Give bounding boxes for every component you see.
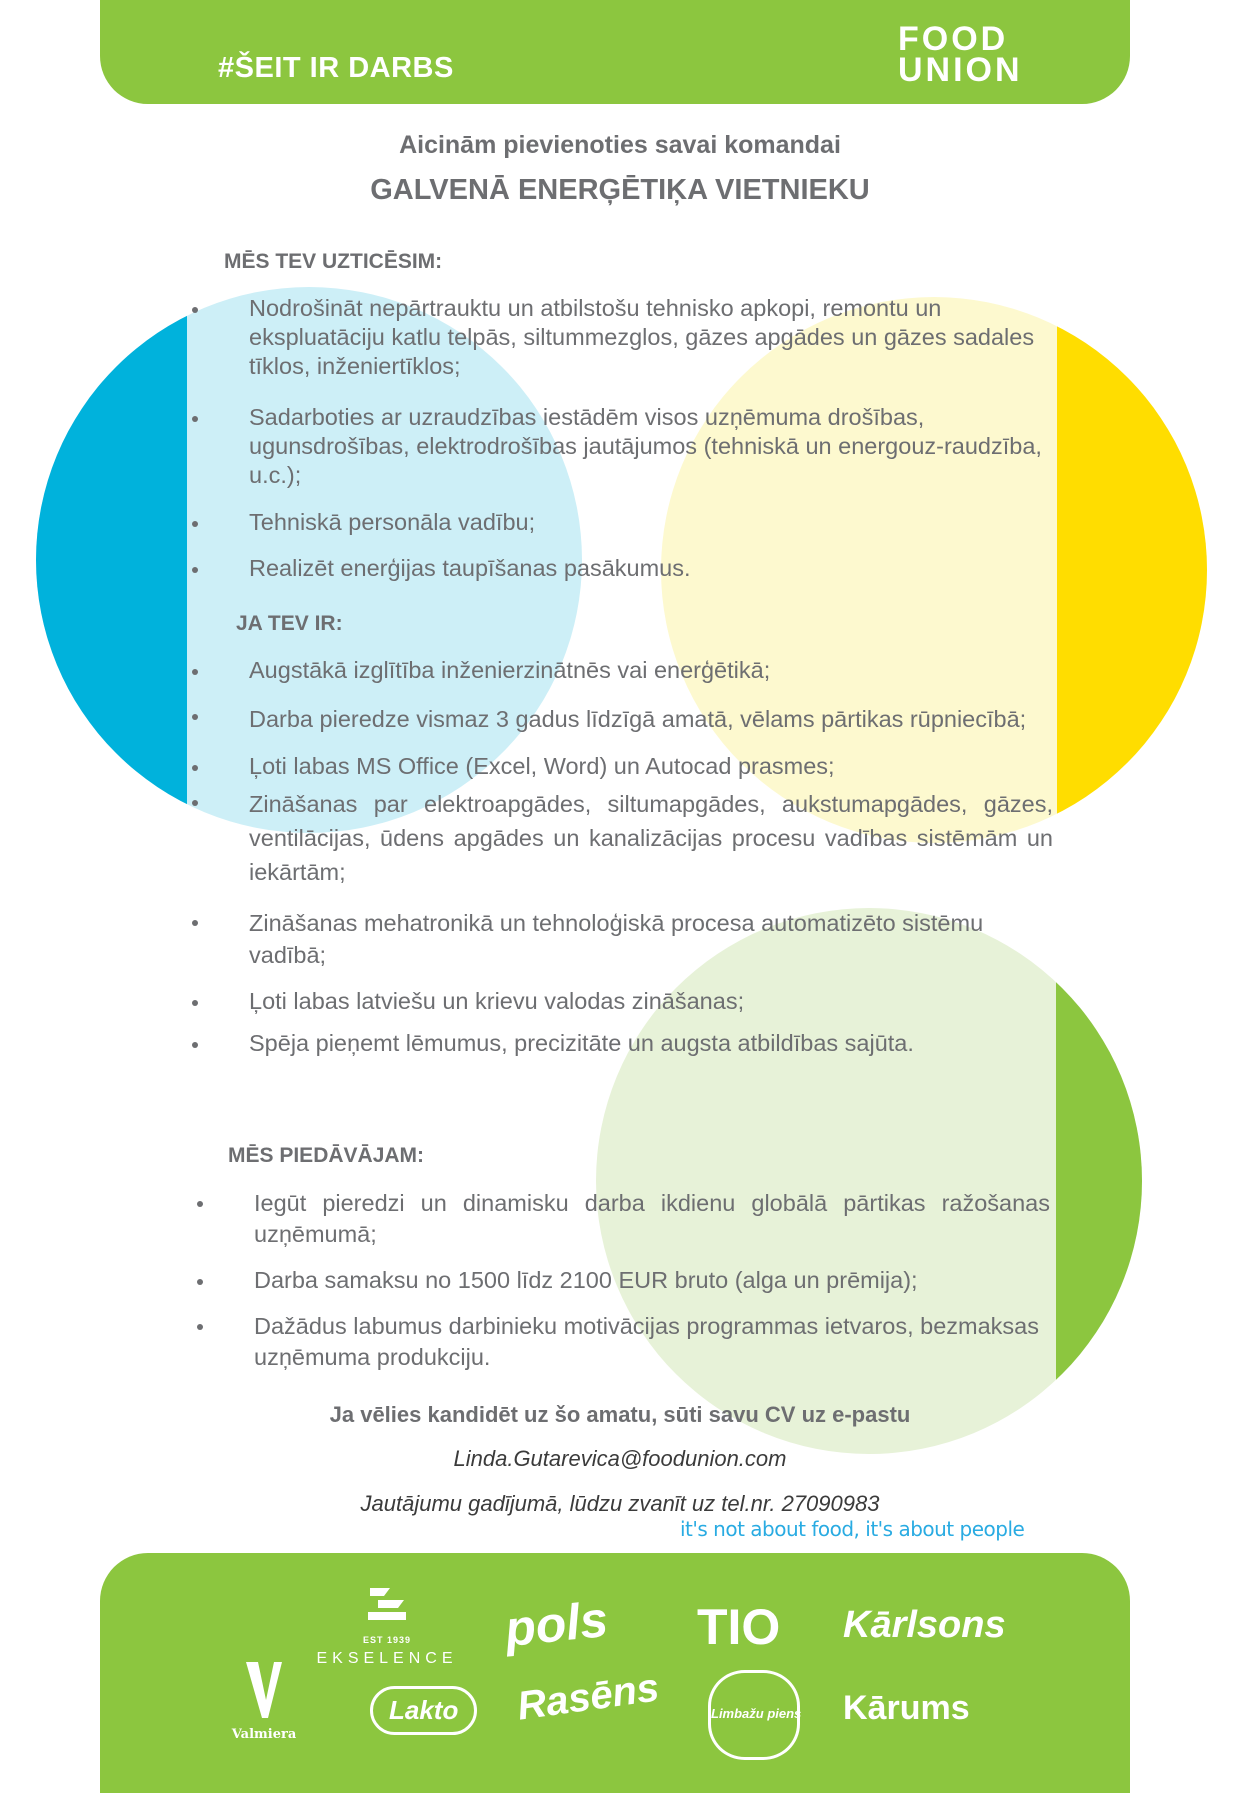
list-item: Zināšanas par elektroapgādes, siltumapgādes, aukstumapgādes, gāzes, ventilācijas, ūdens apgādes un kanalizācijas procesu vadības sistēmām un iekārtām;: [249, 787, 1053, 889]
list-item: Spēja pieņemt lēmumus, precizitāte un augsta atbildības sajūta.: [249, 1029, 1053, 1058]
list-item: Nodrošināt nepārtrauktu un atbilstošu tehnisko apkopi, remontu un ekspluatāciju katlu telpās, siltummezglos, gāzes apgādes un gāzes sadales tīklos, inženiertīklos;: [249, 294, 1053, 381]
list-item: Zināšanas mehatronikā un tehnoloģiskā procesa automatizēto sistēmu vadībā;: [249, 907, 1053, 971]
limbazu-piens-logo: [708, 1670, 800, 1760]
intro-text: Aicinām pievienoties savai komandai: [399, 131, 841, 159]
list-item: Darba pieredze vismaz 3 gadus līdzīgā amatā, vēlams pārtikas rūpniecībā;: [249, 701, 1053, 737]
ekselence-logo: [307, 1584, 467, 1668]
list-item: Iegūt pieredzi un dinamisku darba ikdienu globālā pārtikas ražošanas uzņēmumā;: [254, 1188, 1050, 1250]
list-item: Darba samaksu no 1500 līdz 2100 EUR bruto (alga un prēmija);: [254, 1266, 1050, 1295]
requirements-list: [249, 656, 1053, 1058]
logo-line-union: UNION: [898, 51, 1023, 89]
list-item: Ļoti labas MS Office (Excel, Word) un Autocad prasmes;: [249, 752, 1053, 781]
hashtag-title: #ŠEIT IR DARBS: [218, 52, 454, 84]
list-item: Ļoti labas latviešu un krievu valodas zināšanas;: [249, 987, 1053, 1016]
tio-logo: TIO: [697, 1599, 781, 1655]
list-item: Realizēt enerģijas taupīšanas pasākumus.: [249, 554, 1053, 583]
ekselence-est: EST 1939: [362, 1635, 412, 1645]
food-union-logo: [898, 20, 1023, 89]
valmiera-v-icon: [244, 1660, 284, 1720]
list-item: Dažādus labumus darbinieku motivācijas programmas ietvaros, bezmaksas uzņēmuma produkciju.: [254, 1311, 1050, 1373]
position-title: GALVENĀ ENERĢĒTIĶA VIETNIEKU: [370, 174, 870, 206]
list-item: Sadarboties ar uzraudzības iestādēm visos uzņēmuma drošības, ugunsdrošības, elektrodrošības jautājumos (tehniskā un energouz-raudzība, u.c.);: [249, 403, 1053, 490]
valmiera-logo: [222, 1660, 306, 1742]
offer-list: [254, 1188, 1050, 1373]
requirements-heading: JA TEV IR:: [236, 612, 343, 635]
contact-phone: Jautājumu gadījumā, lūdzu zvanīt uz tel.nr. 27090983: [360, 1491, 880, 1516]
pols-logo: pols: [502, 1590, 611, 1658]
duties-list: [249, 294, 1053, 583]
offer-heading: MĒS PIEDĀVĀJAM:: [228, 1144, 425, 1167]
karlsons-logo: Kārlsons: [843, 1604, 1006, 1646]
list-item: Augstākā izglītība inženierzinātnēs vai enerģētikā;: [249, 656, 1053, 685]
limbazu-name: Limbažu piens: [711, 1706, 802, 1721]
lakto-logo: Lakto: [370, 1686, 477, 1735]
valmiera-name: Valmiera: [231, 1727, 297, 1742]
karums-logo: Kārums: [843, 1689, 970, 1727]
rasens-logo: Rasēns: [514, 1665, 662, 1729]
ekselence-mark-icon: [362, 1584, 412, 1624]
apply-instruction: Ja vēlies kandidēt uz šo amatu, sūti savu CV uz e-pastu: [329, 1402, 911, 1427]
slogan: it's not about food, it's about people: [680, 1517, 1025, 1541]
list-item: Tehniskā personāla vadību;: [249, 508, 1053, 537]
contact-email[interactable]: Linda.Gutarevica@foodunion.com: [453, 1446, 787, 1471]
ekselence-name: EKSELENCE: [316, 1650, 458, 1667]
duties-heading: MĒS TEV UZTICĒSIM:: [224, 250, 443, 273]
logo-line-food: FOOD: [898, 20, 1009, 58]
